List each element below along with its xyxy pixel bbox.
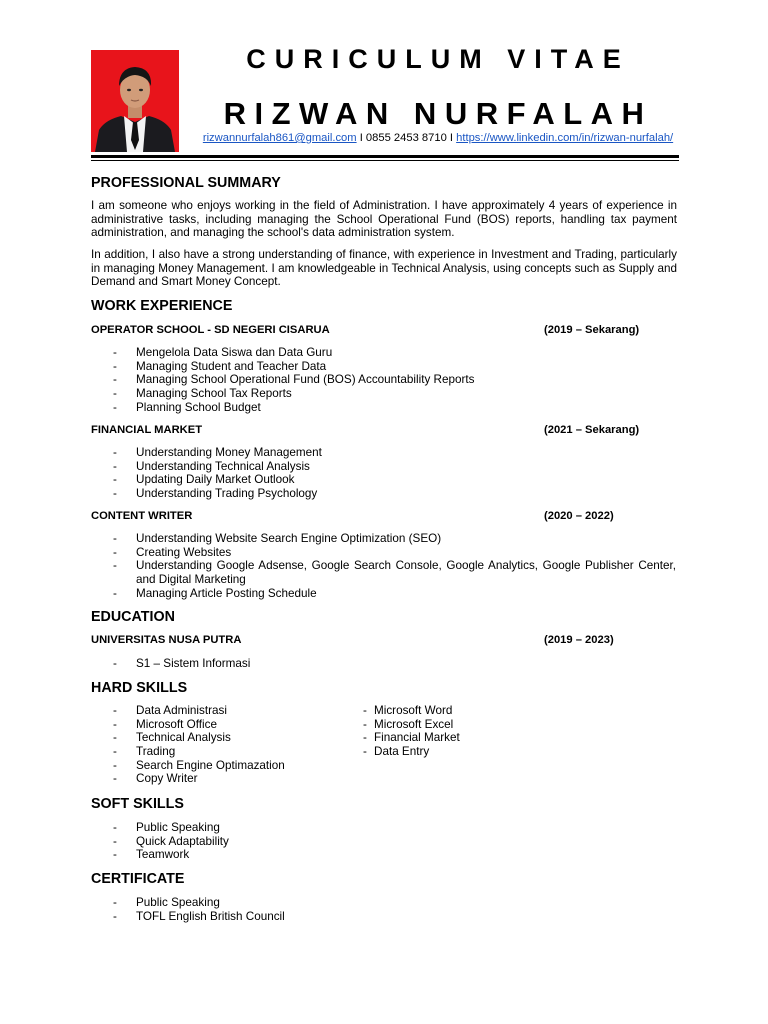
education-heading: EDUCATION — [91, 609, 175, 625]
job-title: CONTENT WRITER — [91, 510, 193, 522]
work-heading: WORK EXPERIENCE — [91, 298, 233, 314]
summary-heading: PROFESSIONAL SUMMARY — [91, 175, 281, 191]
job-date: (2020 – 2022) — [544, 510, 614, 522]
contact-line — [198, 132, 678, 144]
cv-page: CURICULUM VITAE RIZWAN NURFALAH rizwannurfalah861@gmail.com I 0855 2453 8710 I https://www.linkedin.com/in/rizwan-nurfalah/ PROFESSIONAL SUMMARY I am someone who enjoys working in the field of Administration. I have approximately 4 years of experience in administrative tasks, including managing the School Operational Fund (BOS) reports, handling tax payment administration, and managing the school's data administration system. In addition, I also have a strong understanding of finance, with experience in Investment and Trading, particularly in managing Money Management. I am knowledgeable in Technical Analysis, using concepts such as Supply and Demand and Smart Money Concept. WORK EXPERIENCE OPERATOR SCHOOL - SD NEGERI CISARUA (2019 – Sekarang) - Mengelola Data Siswa dan Data Guru - Managing Student and Teacher Data - Managing School Operational Fund (BOS) Accountability Reports - Managing School Tax Reports - Planning School Budget FINANCIAL MARKET (2021 – Sekarang) - Understanding Money Management - Understanding Technical Analysis - Updating Daily Market Outlook - Understanding Trading Psychology CONTENT WRITER (2020 – 2022) - Understanding Website Search Engine Optimization (SEO) - Creating Websites - Understanding Google Adsense, Google Search Console, Google Analytics, Google Publisher Center, and Digital Marketing - Managing Article Posting Schedule EDUCATION UNIVERSITAS NUSA PUTRA (2019 – 2023) - S1 – Sistem Informasi HARD SKILLS - Data Administrasi - Microsoft Office - Technical Analysis - Trading - Search Engine Optimazation - Copy Writer - Microsoft Word - Microsoft Excel - Financial Market - Data Entry SOFT SKILLS - Public Speaking - Quick Adaptability - Teamwork CERTIFICATE - Public Speaking - TOFL English British Council — [91, 44, 677, 923]
education-date: (2019 – 2023) — [544, 634, 614, 646]
summary-paragraph-2: In addition, I also have a strong understanding of finance, with experience in Investment and Trading, particularly in managing Money Management. I am knowledgeable in Technical Analysis, using concepts such as Supply and Demand and Smart Money Concept. — [91, 248, 677, 288]
phone-number: I 0855 2453 8710 I — [356, 132, 457, 144]
soft-skills-heading: SOFT SKILLS — [91, 796, 184, 812]
email-link[interactable]: rizwannurfalah861@gmail.com — [202, 132, 357, 144]
job-title: OPERATOR SCHOOL - SD NEGERI CISARUA — [91, 324, 330, 336]
job-title: FINANCIAL MARKET — [91, 424, 203, 436]
header-divider-thin — [91, 160, 679, 161]
certificate-heading: CERTIFICATE — [91, 871, 185, 887]
profile-photo — [91, 50, 179, 152]
document-title: CURICULUM VITAE — [246, 44, 630, 74]
candidate-name: RIZWAN NURFALAH — [223, 96, 653, 131]
job-date: (2021 – Sekarang) — [544, 424, 640, 436]
summary-paragraph-1: I am someone who enjoys working in the field of Administration. I have approximately 4 years of experience in administrative tasks, including managing the School Operational Fund (BOS) reports, handling tax payment administration, and managing the school's data administration system. — [91, 199, 677, 239]
job-date: (2019 – Sekarang) — [544, 324, 640, 336]
school-name: UNIVERSITAS NUSA PUTRA — [91, 634, 242, 646]
hard-skills-heading: HARD SKILLS — [91, 680, 188, 696]
linkedin-link[interactable]: https://www.linkedin.com/in/rizwan-nurfalah/ — [456, 132, 674, 144]
header-divider-thick — [91, 155, 679, 158]
